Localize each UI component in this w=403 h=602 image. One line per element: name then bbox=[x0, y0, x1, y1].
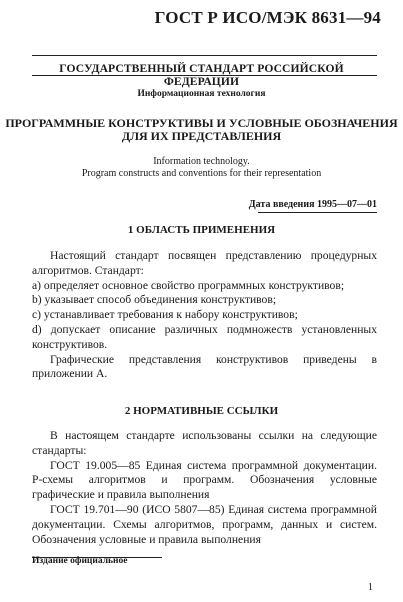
standard-header: ГОСУДАРСТВЕННЫЙ СТАНДАРТ РОССИЙСКОЙ ФЕДЕРАЦИИ bbox=[59, 62, 344, 88]
list-item: a) определяет основное свойство программных конструктивов; bbox=[32, 278, 345, 292]
title-line: ДЛЯ ИХ ПРЕДСТАВЛЕНИЯ bbox=[121, 129, 282, 143]
list-item: c) устанавливает требования к набору конструктивов; bbox=[32, 308, 298, 322]
reference-item: ГОСТ 19.005—85 Единая система программной документации. Р-схемы алгоритмов и программ. Обозначения условные графические и правила выполнения bbox=[32, 458, 377, 502]
edition-label: Издание официальное bbox=[32, 556, 128, 566]
section2-body bbox=[32, 429, 377, 547]
section1-heading: 1 ОБЛАСТЬ ПРИМЕНЕНИЯ bbox=[127, 224, 276, 236]
date-rule bbox=[258, 212, 377, 213]
document-title bbox=[0, 117, 403, 143]
section2-heading: 2 НОРМАТИВНЫЕ ССЫЛКИ bbox=[124, 405, 279, 417]
paragraph: Настоящий стандарт посвящен представлению процедурных алгоритмов. Стандарт: bbox=[32, 249, 377, 277]
list-item: b) указывает способ объединения конструктивов; bbox=[32, 293, 277, 307]
english-title-line: Program constructs and conventions for their representation bbox=[81, 168, 322, 179]
document-id: ГОСТ Р ИСО/МЭК 8631—94 bbox=[154, 8, 381, 27]
reference-item: ГОСТ 19.701—90 (ИСО 5807—85) Единая система программной документации. Схемы алгоритмов, программ, данных и систем. Обозначения условные и правила выполнения bbox=[32, 502, 377, 546]
header-rule-top bbox=[32, 55, 377, 56]
list-item: d) допускает описание различных подмножеств установленных конструктивов. bbox=[32, 322, 377, 351]
title-line: ПРОГРАММНЫЕ КОНСТРУКТИВЫ И УСЛОВНЫЕ ОБОЗНАЧЕНИЯ bbox=[5, 116, 398, 130]
page-number: 1 bbox=[367, 582, 373, 593]
paragraph: Графические представления конструктивов приведены в приложении А. bbox=[32, 352, 377, 381]
subject-line: Информационная технология bbox=[137, 89, 266, 99]
header-rule-bottom bbox=[32, 75, 377, 76]
english-title bbox=[0, 156, 403, 180]
introduction-date: Дата введения 1995—07—01 bbox=[248, 199, 377, 210]
section1-body bbox=[32, 249, 377, 382]
english-title-line: Information technology. bbox=[153, 156, 250, 167]
paragraph: В настоящем стандарте использованы ссылки на следующие стандарты: bbox=[32, 429, 377, 457]
